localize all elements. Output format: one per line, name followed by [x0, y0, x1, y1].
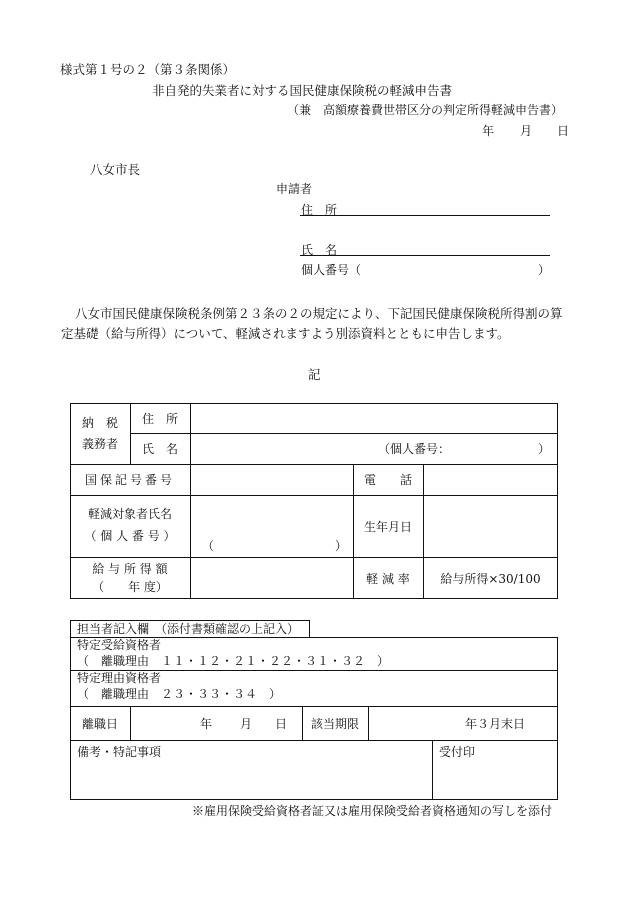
taxpayer-personal-number-label: （個人番号：	[378, 442, 451, 456]
salary-label-2: （ 年 度）	[92, 580, 168, 594]
applicant-personal-number-label: 個人番号（	[301, 263, 362, 277]
remarks-field[interactable]	[70, 760, 432, 800]
insurance-symbol-label: 国保記号番号	[84, 473, 175, 487]
applicant-name-line[interactable]	[300, 255, 550, 256]
applicable-period-value: 年３月末日	[465, 717, 526, 731]
specific-reason-reasons: （ 離職理由 ２３・３３・３４ ）	[77, 687, 282, 701]
applicant-personal-number-close: ）	[538, 263, 551, 277]
specific-reason-label: 特定理由資格者	[77, 671, 162, 685]
reception-stamp-label: 受付印	[439, 745, 476, 759]
taxpayer-name-label: 氏 名	[141, 442, 178, 456]
form-subtitle: （兼 高額療養費世帯区分の判定所得軽減申告書）	[287, 103, 564, 117]
reduction-target-paren-close: ）	[335, 539, 348, 553]
applicant-address-line[interactable]	[300, 215, 550, 216]
insurance-symbol-field[interactable]	[190, 464, 353, 495]
separation-date-label: 離職日	[81, 716, 118, 731]
specific-recipient-reasons: （ 離職理由 １１・１２・２１・２２・３１・３２ ）	[77, 654, 390, 668]
applicant-heading: 申請者	[276, 182, 313, 196]
separation-month: 月	[240, 717, 253, 731]
form-number: 様式第１号の２（第３条関係）	[60, 62, 236, 77]
date-year: 年	[482, 124, 495, 138]
ki-heading: 記	[308, 367, 321, 382]
reduction-target-label-1: 軽減対象者氏名	[87, 507, 172, 522]
date-month: 月	[520, 124, 533, 138]
staff-heading: 担当者記入欄 （添付書類確認の上記入）	[77, 622, 300, 636]
taxpayer-address-field[interactable]	[190, 403, 558, 433]
footnote: ※雇用保険受給資格者証又は雇用保険受給者資格通知の写しを添付	[192, 804, 553, 818]
taxpayer-personal-number-close: ）	[538, 442, 551, 456]
statement-line-2: 定基礎（給与所得）について、軽減されますよう別添資料とともに申告します。	[61, 326, 510, 341]
birthdate-label: 生年月日	[363, 519, 412, 534]
remarks-label: 備考・特記事項	[77, 745, 162, 759]
reduction-formula: 給与所得×30/100	[440, 571, 541, 586]
form-title: 非自発的失業者に対する国民健康保険税の軽減申告書	[152, 83, 453, 98]
phone-label: 電 話	[363, 473, 412, 487]
salary-label	[70, 557, 190, 599]
statement-line-1: 八女市国民健康保険税条例第２３条の２の規定により、下記国民健康保険税所得割の算	[75, 306, 563, 321]
separation-year: 年	[200, 717, 213, 731]
reduction-target-label	[70, 495, 190, 557]
reduction-rate-label: 軽 減 率	[366, 571, 410, 586]
addressee: 八女市長	[90, 162, 141, 177]
phone-field[interactable]	[423, 464, 558, 495]
birthdate-field[interactable]	[423, 495, 558, 557]
applicant-name-label: 氏 名	[301, 243, 338, 257]
salary-field[interactable]	[190, 557, 353, 599]
taxpayer-address-label: 住 所	[141, 411, 178, 426]
applicable-period-label: 該当期限	[310, 716, 359, 731]
date-day: 日	[557, 124, 570, 138]
reduction-target-label-2: （ 個 人 番 号 ）	[84, 529, 176, 543]
taxpayer-label	[70, 403, 130, 464]
applicant-address-label: 住 所	[301, 203, 338, 217]
specific-recipient-label: 特定受給資格者	[77, 638, 162, 652]
reduction-target-paren-open: （	[202, 539, 215, 553]
separation-day: 日	[275, 717, 288, 731]
taxpayer-label-1: 納 税	[81, 416, 118, 431]
salary-label-1: 給 与 所 得 額	[92, 562, 168, 576]
taxpayer-label-2: 義務者	[81, 436, 118, 451]
